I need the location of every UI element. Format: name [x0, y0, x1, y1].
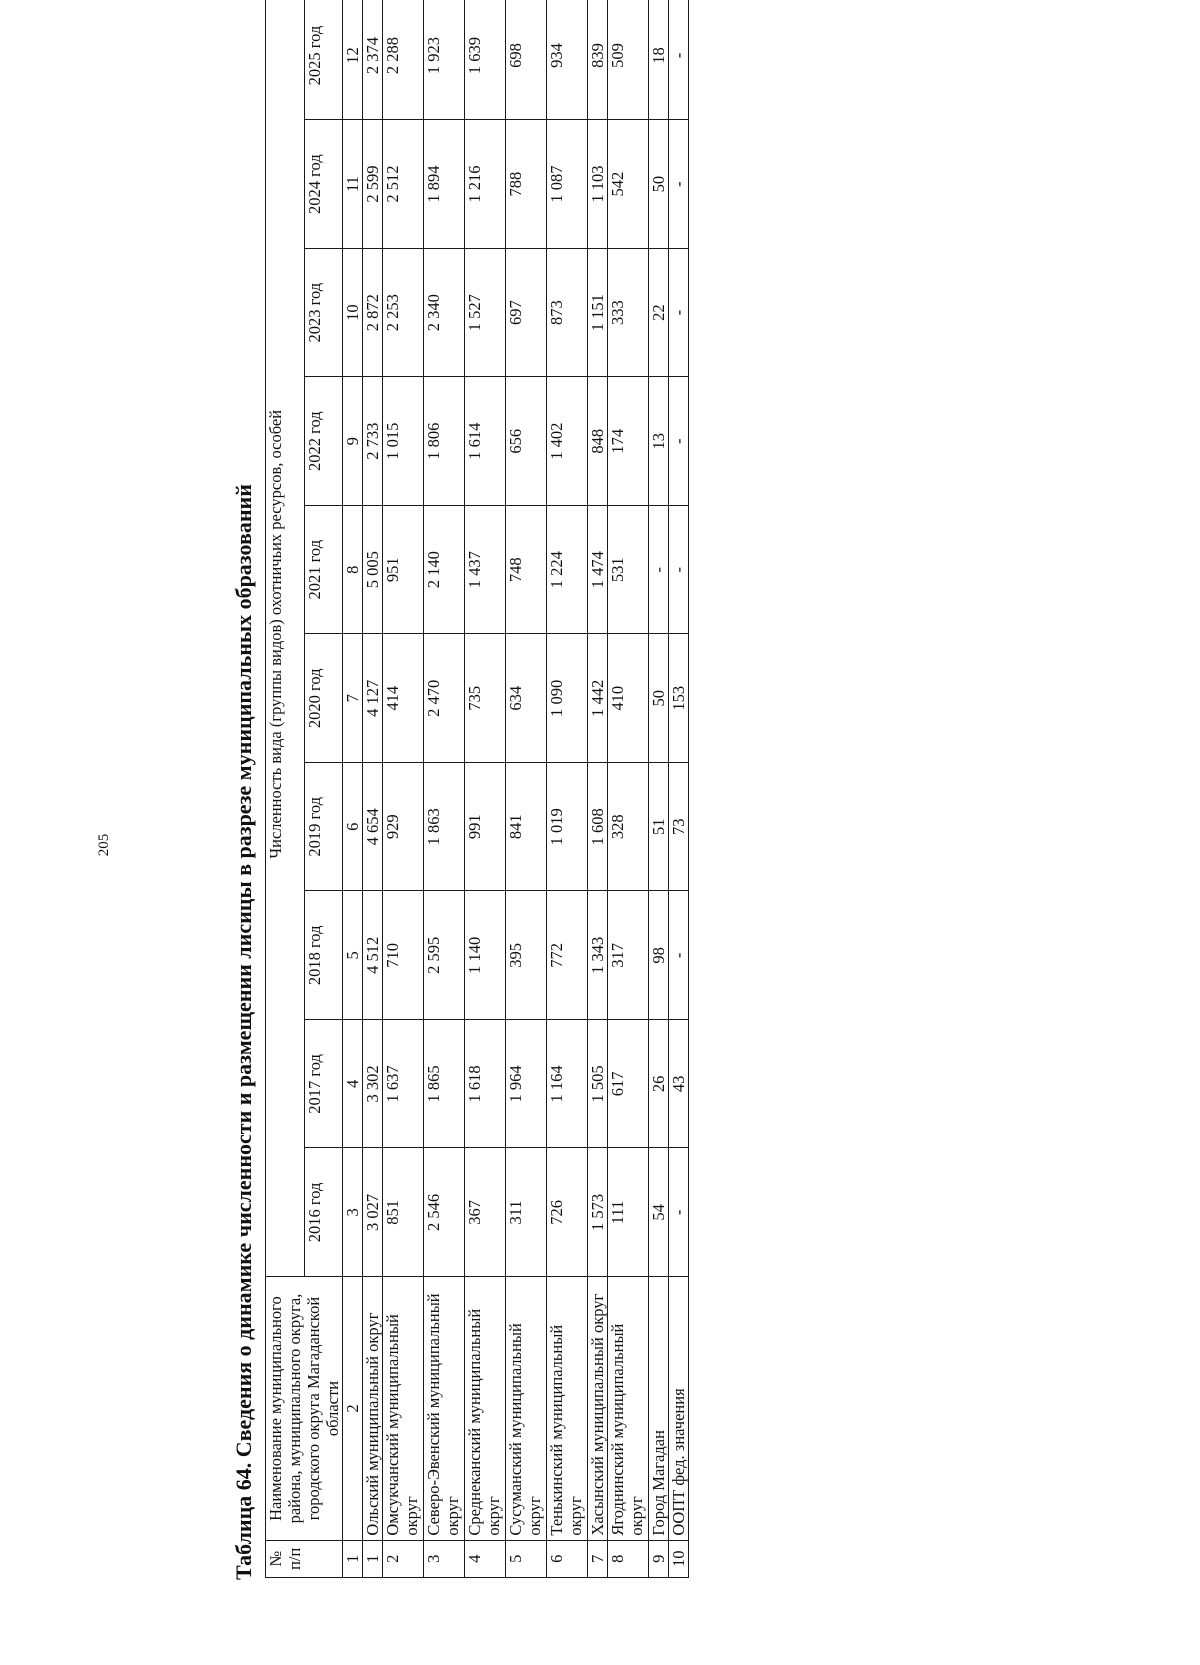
- population-value: 4 512: [363, 891, 383, 1020]
- header-year: 2022 год: [304, 377, 343, 506]
- population-value: 311: [506, 1148, 547, 1277]
- population-value: 698: [506, 0, 547, 120]
- row-number: 7: [588, 1540, 608, 1577]
- table-body: [363, 0, 689, 1578]
- population-value: 1 505: [588, 1020, 608, 1148]
- municipality-name: Город Магадан: [649, 1277, 669, 1540]
- header-year: 2019 год: [304, 763, 343, 891]
- population-value: 2 140: [424, 506, 465, 634]
- population-value: 1 090: [547, 634, 588, 763]
- population-value: 50: [649, 120, 669, 249]
- population-value: 1 863: [424, 763, 465, 891]
- table-row: [383, 0, 424, 1578]
- header-year: 2016 год: [304, 1148, 343, 1277]
- population-value: 2 340: [424, 249, 465, 377]
- column-number: 8: [343, 506, 363, 634]
- population-value: 174: [608, 377, 649, 506]
- municipality-name: Тенькинский муниципальный округ: [547, 1277, 588, 1540]
- table-row: [506, 0, 547, 1578]
- population-value: 531: [608, 506, 649, 634]
- population-value: 414: [383, 634, 424, 763]
- municipality-name: Северо-Эвенский муниципальный округ: [424, 1277, 465, 1540]
- population-value: -: [669, 249, 689, 377]
- population-value: 1 224: [547, 506, 588, 634]
- row-number: 5: [506, 1540, 547, 1577]
- population-value: 634: [506, 634, 547, 763]
- population-value: 1 639: [465, 0, 506, 120]
- table-row: [608, 0, 649, 1578]
- population-value: 4 654: [363, 763, 383, 891]
- population-value: 509: [608, 0, 649, 120]
- row-number: 2: [383, 1540, 424, 1577]
- population-value: 1 923: [424, 0, 465, 120]
- population-value: 1 964: [506, 1020, 547, 1148]
- population-value: 1 402: [547, 377, 588, 506]
- rotated-page: [225, 0, 1125, 1600]
- population-value: 1 216: [465, 120, 506, 249]
- population-value: 317: [608, 891, 649, 1020]
- column-number: 6: [343, 763, 363, 891]
- population-value: 73: [669, 763, 689, 891]
- population-value: 1 573: [588, 1148, 608, 1277]
- table-row: [465, 0, 506, 1578]
- population-value: 542: [608, 120, 649, 249]
- row-number: 6: [547, 1540, 588, 1577]
- population-value: 2 733: [363, 377, 383, 506]
- population-value: 18: [649, 0, 669, 120]
- row-number: 3: [424, 1540, 465, 1577]
- header-year: 2024 год: [304, 120, 343, 249]
- population-value: 1 614: [465, 377, 506, 506]
- population-value: 1 894: [424, 120, 465, 249]
- header-year: 2023 год: [304, 249, 343, 377]
- column-number: 5: [343, 891, 363, 1020]
- population-value: 748: [506, 506, 547, 634]
- population-value: -: [669, 891, 689, 1020]
- population-value: 1 019: [547, 763, 588, 891]
- population-value: 2 253: [383, 249, 424, 377]
- population-value: 1 474: [588, 506, 608, 634]
- municipality-name: Омсукчанский муниципальный округ: [383, 1277, 424, 1540]
- population-value: 1 637: [383, 1020, 424, 1148]
- header-year: 2020 год: [304, 634, 343, 763]
- population-value: 848: [588, 377, 608, 506]
- header-year: 2018 год: [304, 891, 343, 1020]
- population-value: 2 872: [363, 249, 383, 377]
- column-number: 7: [343, 634, 363, 763]
- population-value: -: [669, 377, 689, 506]
- column-number: 12: [343, 0, 363, 120]
- population-value: -: [669, 506, 689, 634]
- population-value: 328: [608, 763, 649, 891]
- population-value: 153: [669, 634, 689, 763]
- header-year: 2021 год: [304, 506, 343, 634]
- municipality-name: Ягоднинский муниципальный округ: [608, 1277, 649, 1540]
- population-value: 2 599: [363, 120, 383, 249]
- population-value: 50: [649, 634, 669, 763]
- population-value: 4 127: [363, 634, 383, 763]
- column-number: 11: [343, 120, 363, 249]
- population-value: 710: [383, 891, 424, 1020]
- population-value: 333: [608, 249, 649, 377]
- population-value: 1 164: [547, 1020, 588, 1148]
- page-number: 205: [96, 833, 112, 857]
- population-value: 54: [649, 1148, 669, 1277]
- table-row: [363, 0, 383, 1578]
- population-value: -: [669, 0, 689, 120]
- population-value: 1 442: [588, 634, 608, 763]
- population-value: 51: [649, 763, 669, 891]
- population-value: 1 806: [424, 377, 465, 506]
- header-group: Численность вида (группы видов) охотничьих ресурсов, особей: [266, 0, 305, 1277]
- table-row: [649, 0, 669, 1578]
- population-value: 1 608: [588, 763, 608, 891]
- population-value: 3 302: [363, 1020, 383, 1148]
- row-number: 9: [649, 1540, 669, 1577]
- population-value: 43: [669, 1020, 689, 1148]
- table-row: [424, 0, 465, 1578]
- municipality-name: Ольский муниципальный округ: [363, 1277, 383, 1540]
- column-number-row: [343, 0, 363, 1578]
- population-value: 617: [608, 1020, 649, 1148]
- population-value: 1 015: [383, 377, 424, 506]
- header-row-group: [266, 0, 305, 1578]
- column-number: 4: [343, 1020, 363, 1148]
- population-value: 929: [383, 763, 424, 891]
- population-value: 98: [649, 891, 669, 1020]
- population-value: 772: [547, 891, 588, 1020]
- population-value: 1 527: [465, 249, 506, 377]
- row-number: 8: [608, 1540, 649, 1577]
- population-value: 1 151: [588, 249, 608, 377]
- header-year: 2017 год: [304, 1020, 343, 1148]
- column-number: 10: [343, 249, 363, 377]
- population-value: 934: [547, 0, 588, 120]
- population-value: 873: [547, 249, 588, 377]
- population-value: 2 512: [383, 120, 424, 249]
- row-number: 1: [363, 1540, 383, 1577]
- table-title: Таблица 64. Сведения о динамике численности и размещении лисицы в разрезе муниципальных образований: [231, 484, 256, 1580]
- population-value: 2 374: [363, 0, 383, 120]
- column-number: 9: [343, 377, 363, 506]
- header-year: 2025 год: [304, 0, 343, 120]
- population-value: 1 437: [465, 506, 506, 634]
- population-value: 367: [465, 1148, 506, 1277]
- population-value: -: [669, 1148, 689, 1277]
- population-value: 3 027: [363, 1148, 383, 1277]
- population-value: 1 865: [424, 1020, 465, 1148]
- column-number: 1: [343, 1540, 363, 1577]
- population-value: 13: [649, 377, 669, 506]
- population-value: 735: [465, 634, 506, 763]
- column-number: 2: [343, 1277, 363, 1540]
- row-number: 4: [465, 1540, 506, 1577]
- population-value: 2 288: [383, 0, 424, 120]
- population-value: 395: [506, 891, 547, 1020]
- header-name: Наименование муниципального района, муниципального округа, городского округа Магаданской области: [266, 1277, 343, 1540]
- column-number: 3: [343, 1148, 363, 1277]
- population-value: 788: [506, 120, 547, 249]
- population-value: -: [669, 120, 689, 249]
- population-value: 410: [608, 634, 649, 763]
- population-value: 1 140: [465, 891, 506, 1020]
- table-row: [547, 0, 588, 1578]
- municipality-name: Сусуманский муниципальный округ: [506, 1277, 547, 1540]
- population-value: 656: [506, 377, 547, 506]
- population-value: 1 343: [588, 891, 608, 1020]
- row-number: 10: [669, 1540, 689, 1577]
- population-value: 841: [506, 763, 547, 891]
- population-value: 22: [649, 249, 669, 377]
- population-value: 991: [465, 763, 506, 891]
- population-value: -: [649, 506, 669, 634]
- municipality-name: ООПТ фед. значения: [669, 1277, 689, 1540]
- population-value: 26: [649, 1020, 669, 1148]
- population-value: 1 103: [588, 120, 608, 249]
- population-value: 2 470: [424, 634, 465, 763]
- population-value: 5 005: [363, 506, 383, 634]
- table-row: [588, 0, 608, 1578]
- municipality-name: Хасынский муниципальный округ: [588, 1277, 608, 1540]
- municipality-name: Среднеканский муниципальный округ: [465, 1277, 506, 1540]
- table-row: [669, 0, 689, 1578]
- population-value: 1 618: [465, 1020, 506, 1148]
- population-value: 851: [383, 1148, 424, 1277]
- population-value: 726: [547, 1148, 588, 1277]
- population-value: 2 595: [424, 891, 465, 1020]
- fox-population-table: [265, 0, 689, 1578]
- population-value: 697: [506, 249, 547, 377]
- population-value: 1 087: [547, 120, 588, 249]
- population-value: 111: [608, 1148, 649, 1277]
- header-no: № п/п: [266, 1540, 343, 1577]
- population-value: 2 546: [424, 1148, 465, 1277]
- population-value: 951: [383, 506, 424, 634]
- population-value: 839: [588, 0, 608, 120]
